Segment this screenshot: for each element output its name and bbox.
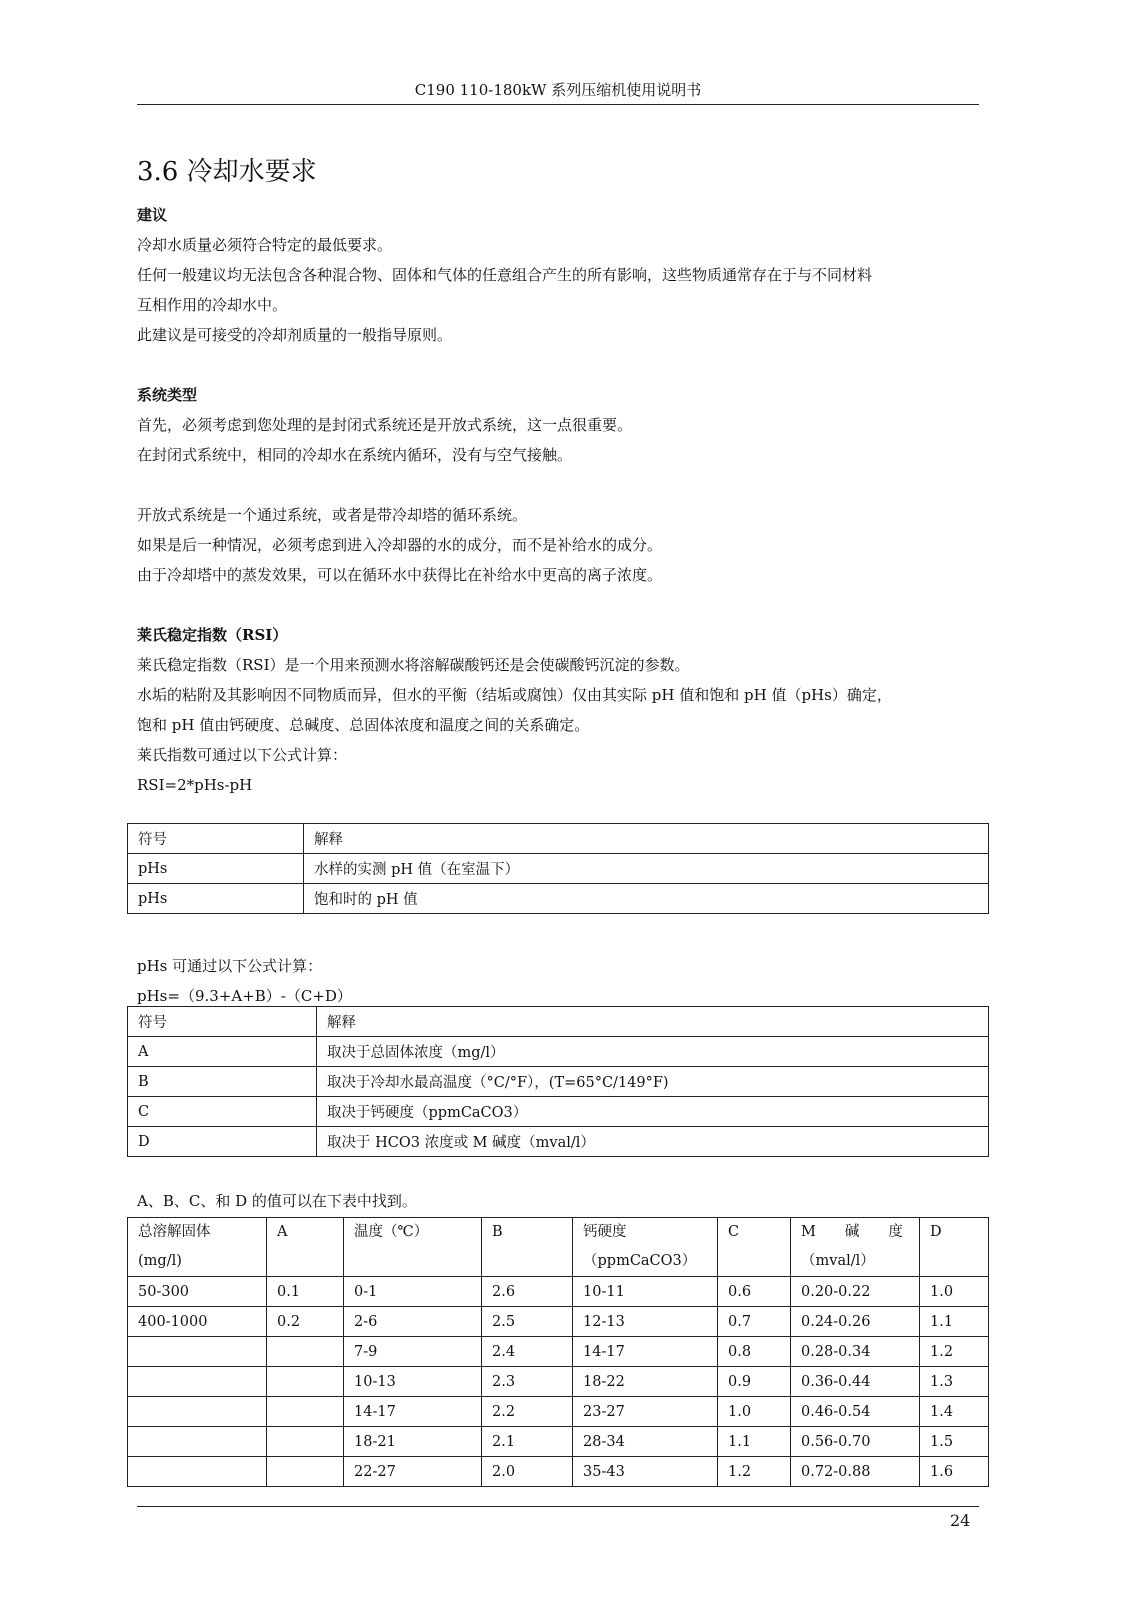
footer-rule xyxy=(137,1506,979,1507)
system-types-line: 由于冷却塔中的蒸发效果，可以在循环水中获得比在补给水中更高的离子浓度。 xyxy=(137,566,663,584)
table-cell: pHs xyxy=(128,854,304,884)
table-cell: 0.56-0.70 xyxy=(791,1427,920,1457)
table-cell: 2.2 xyxy=(482,1397,573,1427)
table-row xyxy=(128,854,989,884)
table-row xyxy=(128,1427,989,1457)
table-cell: 饱和时的 pH 值 xyxy=(304,884,989,914)
system-types-line: 如果是后一种情况，必须考虑到进入冷却器的水的成分，而不是补给水的成分。 xyxy=(137,536,663,554)
system-types-line: 开放式系统是一个通过系统，或者是带冷却塔的循环系统。 xyxy=(137,506,528,524)
phs-formula-intro: pHs 可通过以下公式计算： xyxy=(137,957,323,975)
table-cell: 0.7 xyxy=(718,1307,791,1337)
symbol-table-rsi xyxy=(127,823,989,914)
table-cell: 0.72-0.88 xyxy=(791,1457,920,1487)
table-cell: 14-17 xyxy=(573,1337,718,1367)
system-types-line: 首先，必须考虑到您处理的是封闭式系统还是开放式系统，这一点很重要。 xyxy=(137,416,633,434)
table-cell: 18-21 xyxy=(344,1427,482,1457)
table-cell: 1.5 xyxy=(920,1427,989,1457)
table-cell: 1.1 xyxy=(718,1427,791,1457)
phs-formula-block xyxy=(137,951,352,1011)
table-cell: A xyxy=(128,1037,317,1067)
table-cell xyxy=(267,1427,344,1457)
table-cell: 1.2 xyxy=(920,1337,989,1367)
table-header-row xyxy=(128,1007,989,1037)
table-cell: 1.0 xyxy=(718,1397,791,1427)
value-table-intro: A、B、C、和 D 的值可以在下表中找到。 xyxy=(137,1192,417,1210)
table-cell: 取决于总固体浓度（mg/l） xyxy=(317,1037,989,1067)
table-cell: 0.20-0.22 xyxy=(791,1277,920,1307)
table-row xyxy=(128,1337,989,1367)
table-cell: 0.36-0.44 xyxy=(791,1367,920,1397)
table-cell: 28-34 xyxy=(573,1427,718,1457)
rsi-line: 饱和 pH 值由钙硬度、总碱度、总固体浓度和温度之间的关系确定。 xyxy=(137,716,590,734)
table-cell: 0-1 xyxy=(344,1277,482,1307)
table-header-cell: A xyxy=(267,1218,344,1277)
table-cell: B xyxy=(128,1067,317,1097)
table-header-row xyxy=(128,824,989,854)
table-cell: 0.8 xyxy=(718,1337,791,1367)
table-cell xyxy=(128,1427,267,1457)
table-cell: 2.5 xyxy=(482,1307,573,1337)
table-row xyxy=(128,1307,989,1337)
table-cell: 1.1 xyxy=(920,1307,989,1337)
table-header-cell: 符号 xyxy=(128,824,304,854)
table-row xyxy=(128,1127,989,1157)
table-row xyxy=(128,1367,989,1397)
table-header-cell: 钙硬度 （ppmCaCO3） xyxy=(573,1218,718,1277)
table-cell: 50-300 xyxy=(128,1277,267,1307)
table-cell: 1.4 xyxy=(920,1397,989,1427)
table-header-row xyxy=(128,1218,989,1277)
table-cell: 12-13 xyxy=(573,1307,718,1337)
table-header-cell: B xyxy=(482,1218,573,1277)
table-row xyxy=(128,1097,989,1127)
table-cell: 0.24-0.26 xyxy=(791,1307,920,1337)
table-cell xyxy=(128,1337,267,1367)
table-cell: 14-17 xyxy=(344,1397,482,1427)
table-cell: 22-27 xyxy=(344,1457,482,1487)
table-cell: 2.4 xyxy=(482,1337,573,1367)
table-cell: 2.3 xyxy=(482,1367,573,1397)
table-cell: 2-6 xyxy=(344,1307,482,1337)
table-cell: 0.1 xyxy=(267,1277,344,1307)
table-cell: 2.0 xyxy=(482,1457,573,1487)
header-rule xyxy=(137,104,979,105)
table-cell: 1.6 xyxy=(920,1457,989,1487)
page-number: 24 xyxy=(950,1511,971,1530)
table-row xyxy=(128,1067,989,1097)
table-cell: 2.6 xyxy=(482,1277,573,1307)
table-row xyxy=(128,1457,989,1487)
table-header-cell: 温度（℃） xyxy=(344,1218,482,1277)
table-cell: 400-1000 xyxy=(128,1307,267,1337)
table-cell: 0.6 xyxy=(718,1277,791,1307)
rsi-line: 莱氏指数可通过以下公式计算： xyxy=(137,746,348,764)
table-cell: 10-11 xyxy=(573,1277,718,1307)
table-cell xyxy=(267,1397,344,1427)
table-cell: 取决于 HCO3 浓度或 M 碱度（mval/l） xyxy=(317,1127,989,1157)
recommendation-heading: 建议 xyxy=(137,206,168,224)
page-header: C190 110-180kW 系列压缩机使用说明书 xyxy=(414,81,702,99)
table-cell: 水样的实测 pH 值（在室温下） xyxy=(304,854,989,884)
body-text xyxy=(137,200,987,800)
table-header-cell: 符号 xyxy=(128,1007,317,1037)
table-cell: 0.46-0.54 xyxy=(791,1397,920,1427)
table-cell: 18-22 xyxy=(573,1367,718,1397)
value-table xyxy=(127,1217,989,1487)
table-cell: 23-27 xyxy=(573,1397,718,1427)
rsi-heading: 莱氏稳定指数（RSI） xyxy=(137,626,288,644)
table-cell xyxy=(267,1367,344,1397)
table-cell: 2.1 xyxy=(482,1427,573,1457)
table-cell: 0.28-0.34 xyxy=(791,1337,920,1367)
rsi-line: 水垢的粘附及其影响因不同物质而异，但水的平衡（结垢或腐蚀）仅由其实际 pH 值和饱和 pH 值（pHs）确定， xyxy=(137,686,892,704)
table-cell xyxy=(128,1457,267,1487)
table-row xyxy=(128,1397,989,1427)
table-cell: 7-9 xyxy=(344,1337,482,1367)
table-header-cell: 总溶解固体 (mg/l) xyxy=(128,1218,267,1277)
table-cell: 1.2 xyxy=(718,1457,791,1487)
table-row xyxy=(128,1037,989,1067)
table-cell: C xyxy=(128,1097,317,1127)
table-cell: 0.9 xyxy=(718,1367,791,1397)
table-cell: 10-13 xyxy=(344,1367,482,1397)
table-cell: pHs xyxy=(128,884,304,914)
table-header-cell: 解释 xyxy=(304,824,989,854)
table-cell: 1.3 xyxy=(920,1367,989,1397)
symbol-table-phs xyxy=(127,1006,989,1157)
recommendation-line: 冷却水质量必须符合特定的最低要求。 xyxy=(137,236,393,254)
phs-formula: pHs=（9.3+A+B）-（C+D） xyxy=(137,987,352,1005)
recommendation-line: 任何一般建议均无法包含各种混合物、固体和气体的任意组合产生的所有影响，这些物质通常存在于与不同材料 xyxy=(137,266,873,284)
table-cell: 取决于钙硬度（ppmCaCO3） xyxy=(317,1097,989,1127)
table-cell: 取决于冷却水最高温度（°C/°F），(T=65°C/149°F) xyxy=(317,1067,989,1097)
table-cell xyxy=(128,1397,267,1427)
table-cell: D xyxy=(128,1127,317,1157)
table-cell xyxy=(267,1457,344,1487)
table-row xyxy=(128,1277,989,1307)
system-types-heading: 系统类型 xyxy=(137,386,198,404)
recommendation-line: 此建议是可接受的冷却剂质量的一般指导原则。 xyxy=(137,326,453,344)
section-title: 3.6 冷却水要求 xyxy=(137,157,317,187)
table-cell xyxy=(267,1337,344,1367)
rsi-formula: RSI=2*pHs-pH xyxy=(137,776,253,794)
table-cell: 35-43 xyxy=(573,1457,718,1487)
table-cell: 1.0 xyxy=(920,1277,989,1307)
table-header-cell: 解释 xyxy=(317,1007,989,1037)
rsi-line: 莱氏稳定指数（RSI）是一个用来预测水将溶解碳酸钙还是会使碳酸钙沉淀的参数。 xyxy=(137,656,690,674)
table-row xyxy=(128,884,989,914)
table-header-cell: C xyxy=(718,1218,791,1277)
system-types-line: 在封闭式系统中，相同的冷却水在系统内循环，没有与空气接触。 xyxy=(137,446,573,464)
table-header-cell: D xyxy=(920,1218,989,1277)
recommendation-line: 互相作用的冷却水中。 xyxy=(137,296,288,314)
table-cell: 0.2 xyxy=(267,1307,344,1337)
table-cell xyxy=(128,1367,267,1397)
table-header-cell: M 碱 度 （mval/l） xyxy=(791,1218,920,1277)
